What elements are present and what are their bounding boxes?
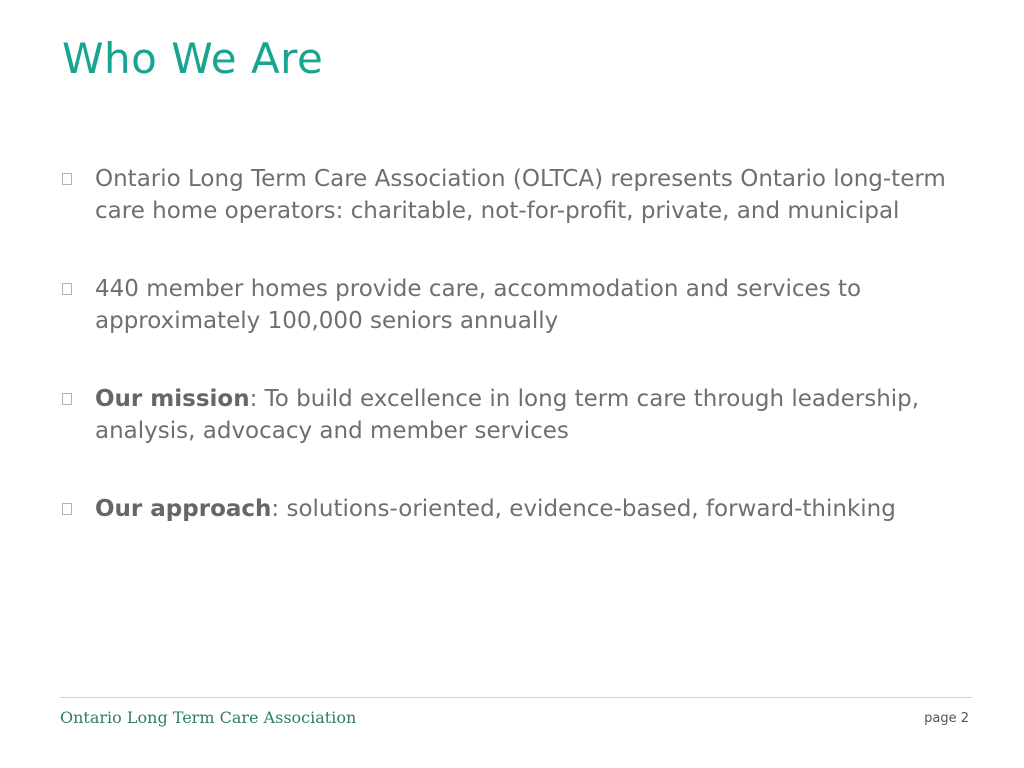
bullet-item-member-homes [62,273,962,337]
bullet-item-mission [62,383,962,447]
page-number: page 2 [924,711,969,726]
bullet-box-icon [62,283,72,295]
bullet-lead: Our approach [95,496,272,522]
bullet-text: 440 member homes provide care, accommodation and services to approximately 100,000 seniors annually [95,276,862,334]
slide-title: Who We Are [62,34,324,83]
bullet-text: : To build excellence in long term care through leadership, analysis, advocacy and member services [95,386,920,444]
bullet-list [62,163,962,571]
bullet-box-icon [62,393,72,405]
bullet-box-icon [62,503,72,515]
bullet-text: Ontario Long Term Care Association (OLTCA) represents Ontario long-term care home operators: charitable, not-for-profit, private, and municipal [95,166,946,224]
bullet-item-approach [62,493,962,525]
footer-organization-name: Ontario Long Term Care Association [60,708,357,727]
bullet-item-oltca [62,163,962,227]
bullet-box-icon [62,173,72,185]
footer-divider [60,697,972,698]
bullet-text: : solutions-oriented, evidence-based, forward-thinking [271,496,896,522]
bullet-lead: Our mission [95,386,250,412]
